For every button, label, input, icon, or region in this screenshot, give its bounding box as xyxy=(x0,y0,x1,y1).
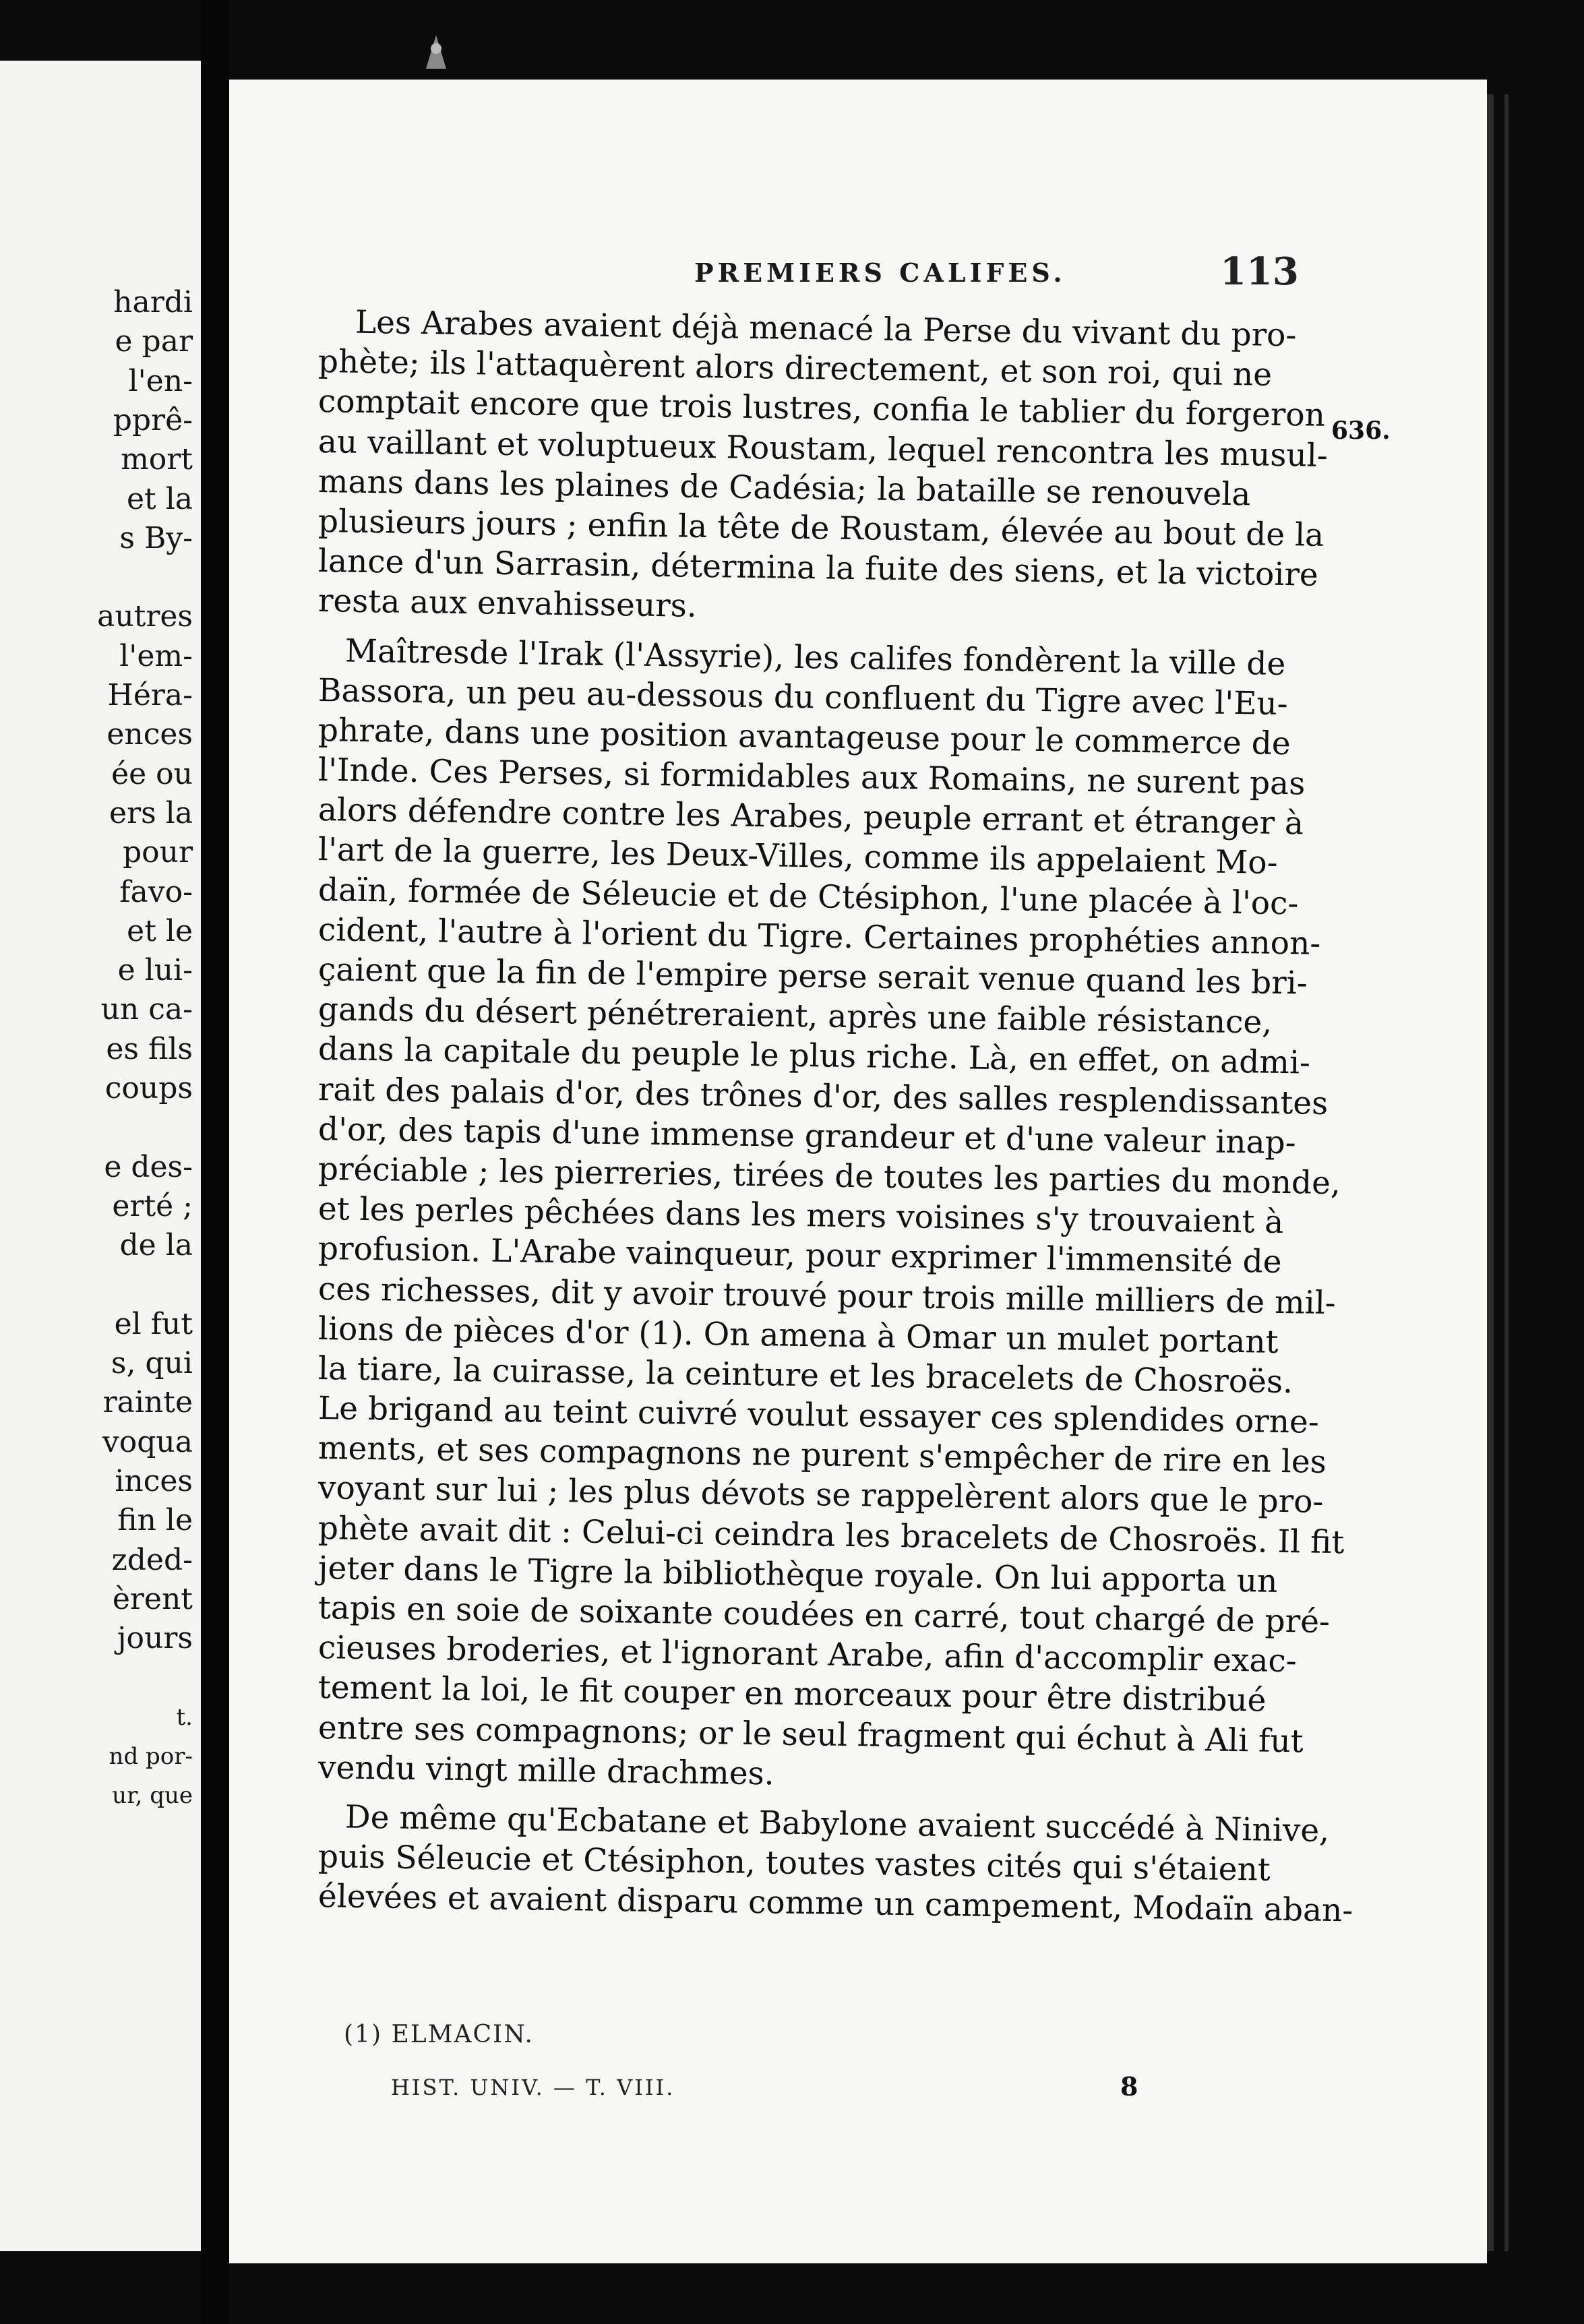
text-line: au vaillant et voluptueux Roustam, lequel rencontra les musul- xyxy=(317,423,1329,475)
left-page-line: et la xyxy=(126,481,193,516)
book-gutter xyxy=(201,0,229,2324)
text-line: De même qu'Ecbatane et Babylone avaient succédé à Ninive, xyxy=(344,1798,1330,1849)
text-line: profusion. L'Arabe vainqueur, pour exprimer l'immensité de xyxy=(317,1230,1282,1281)
page-edge xyxy=(1504,94,1509,2251)
left-page-line: inces xyxy=(115,1464,193,1498)
left-page-line: jours xyxy=(117,1621,193,1656)
previous-page-strip xyxy=(0,61,201,2251)
left-page-line: hardi xyxy=(113,285,193,319)
left-page-line: coups xyxy=(104,1071,193,1105)
left-page-line: s, qui xyxy=(111,1346,193,1381)
left-page-line: èrent xyxy=(112,1581,193,1616)
left-page-line: et le xyxy=(127,913,193,948)
text-line: élevées et avaient disparu comme un campement, Modaïn aban- xyxy=(317,1878,1353,1930)
left-page-line: s By- xyxy=(119,520,193,555)
text-line: d'or, des tapis d'une immense grandeur et d'une valeur inap- xyxy=(317,1110,1296,1162)
left-page-line: e par xyxy=(115,324,193,359)
text-line: l'art de la guerre, les Deux-Villes, comme ils appelaient Mo- xyxy=(317,831,1278,882)
left-page-line: l'en- xyxy=(128,363,193,398)
footnote: (1) ELMACIN. xyxy=(344,2021,534,2048)
page-number: 113 xyxy=(1220,249,1299,294)
text-line: cieuses broderies, et l'ignorant Arabe, afin d'accomplir exac- xyxy=(317,1629,1298,1680)
left-page-line: de la xyxy=(119,1228,193,1263)
page-edge xyxy=(1487,94,1494,2251)
text-line: ces richesses, dit y avoir trouvé pour trois mille milliers de mil- xyxy=(317,1270,1336,1322)
text-line: l'Inde. Ces Perses, si formidables aux Romains, ne surent pas xyxy=(317,752,1306,803)
text-line: cident, l'autre à l'orient du Tigre. Certaines prophéties annon- xyxy=(317,911,1321,962)
left-page-line: nd por- xyxy=(109,1743,193,1771)
text-line: préciable ; les pierreries, tirées de toutes les parties du monde, xyxy=(317,1150,1341,1202)
text-line: et les perles pêchées dans les mers voisines s'y trouvaient à xyxy=(317,1190,1284,1242)
clip-icon xyxy=(413,28,460,75)
text-line: daïn, formée de Séleucie et de Ctésiphon, l'une placée à l'oc- xyxy=(317,871,1299,922)
text-line: puis Séleucie et Ctésiphon, toutes vastes cités qui s'étaient xyxy=(317,1838,1271,1889)
left-page-line: l'em- xyxy=(119,638,193,673)
text-line: rait des palais d'or, des trônes d'or, des salles resplendissantes xyxy=(317,1070,1329,1122)
left-page-line: favo- xyxy=(119,874,193,909)
left-page-line: es fils xyxy=(106,1031,193,1066)
text-line: mans dans les plaines de Cadésia; la bataille se renouvela xyxy=(317,462,1251,514)
text-line: çaient que la fin de l'empire perse serait venue quand les bri- xyxy=(317,951,1308,1002)
text-line: la tiare, la cuirasse, la ceinture et les bracelets de Chosroës. xyxy=(317,1349,1293,1401)
text-line: dans la capitale du peuple le plus riche. Là, en effet, on admi- xyxy=(317,1031,1311,1082)
left-page-line: mort xyxy=(121,442,193,477)
text-line: phète; ils l'attaquèrent alors directement, et son roi, qui ne xyxy=(317,343,1273,394)
left-page-line: erté ; xyxy=(112,1188,193,1223)
printer-signature: HIST. UNIV. — T. VIII. xyxy=(391,2075,675,2100)
left-page-line: e des- xyxy=(104,1149,193,1184)
text-line: Les Arabes avaient déjà menacé la Perse du vivant du pro- xyxy=(355,303,1297,355)
text-line: entre ses compagnons; or le seul fragment qui échut à Ali fut xyxy=(317,1709,1304,1760)
text-line: gands du désert pénétreraient, après une faible résistance, xyxy=(317,991,1273,1041)
sheet-number: 8 xyxy=(1120,2071,1138,2102)
page-header xyxy=(229,249,1487,301)
text-line: alors défendre contre les Arabes, peuple errant et étranger à xyxy=(317,791,1304,843)
text-line: tapis en soie de soixante coudées en carré, tout chargé de pré- xyxy=(317,1589,1331,1641)
running-title: PREMIERS CALIFES. xyxy=(694,257,1066,288)
text-line: Le brigand au teint cuivré voulut essayer ces splendides orne- xyxy=(317,1390,1320,1441)
left-page-line: ers la xyxy=(109,795,193,830)
text-line: voyant sur lui ; les plus dévots se rappelèrent alors que le pro- xyxy=(317,1469,1324,1521)
left-page-line: ences xyxy=(106,717,193,752)
text-line: comptait encore que trois lustres, confia le tablier du forgeron xyxy=(317,383,1326,435)
text-line: tement la loi, le fit couper en morceaux pour être distribué xyxy=(317,1669,1267,1720)
text-line: jeter dans le Tigre la bibliothèque royale. On lui apporta un xyxy=(317,1549,1278,1600)
left-page-line: ur, que xyxy=(112,1782,193,1810)
left-page-line: pour xyxy=(122,835,193,870)
body-text xyxy=(317,302,1353,1930)
left-page-line: autres xyxy=(97,599,193,634)
margin-date: 636. xyxy=(1331,417,1391,445)
text-line: lions de pièces d'or (1). On amena à Omar un mulet portant xyxy=(317,1310,1279,1361)
left-page-line: pprê- xyxy=(113,402,193,437)
left-page-line: Héra- xyxy=(107,678,193,712)
text-line: vendu vingt mille drachmes. xyxy=(317,1748,775,1793)
left-page-line: voqua xyxy=(102,1424,193,1459)
left-page-line: rainte xyxy=(102,1385,193,1420)
left-page-line: e lui- xyxy=(117,953,193,988)
text-line: ments, et ses compagnons ne purent s'empêcher de rire en les xyxy=(317,1430,1327,1481)
left-page-line: fin le xyxy=(117,1503,193,1538)
left-page-line: el fut xyxy=(114,1306,193,1341)
text-line: phrate, dans une position avantageuse pour le commerce de xyxy=(317,711,1291,763)
text-line: plusieurs jours ; enfin la tête de Roustam, élevée au bout de la xyxy=(317,502,1324,554)
text-line: resta aux envahisseurs. xyxy=(317,582,698,625)
left-page-line: un ca- xyxy=(100,992,193,1027)
text-line: phète avait dit : Celui-ci ceindra les bracelets de Chosroës. Il fit xyxy=(317,1509,1345,1561)
text-line: lance d'un Sarrasin, détermina la fuite des siens, et la victoire xyxy=(317,543,1319,594)
left-page-line: t. xyxy=(176,1703,193,1731)
book-page xyxy=(229,80,1487,2263)
text-line: Bassora, un peu au-dessous du confluent du Tigre avec l'Eu- xyxy=(317,671,1289,723)
left-page-line: zded- xyxy=(111,1542,193,1577)
left-page-line: ée ou xyxy=(111,756,193,791)
text-line: Maîtresde l'Irak (l'Assyrie), les califes fondèrent la ville de xyxy=(344,632,1286,683)
